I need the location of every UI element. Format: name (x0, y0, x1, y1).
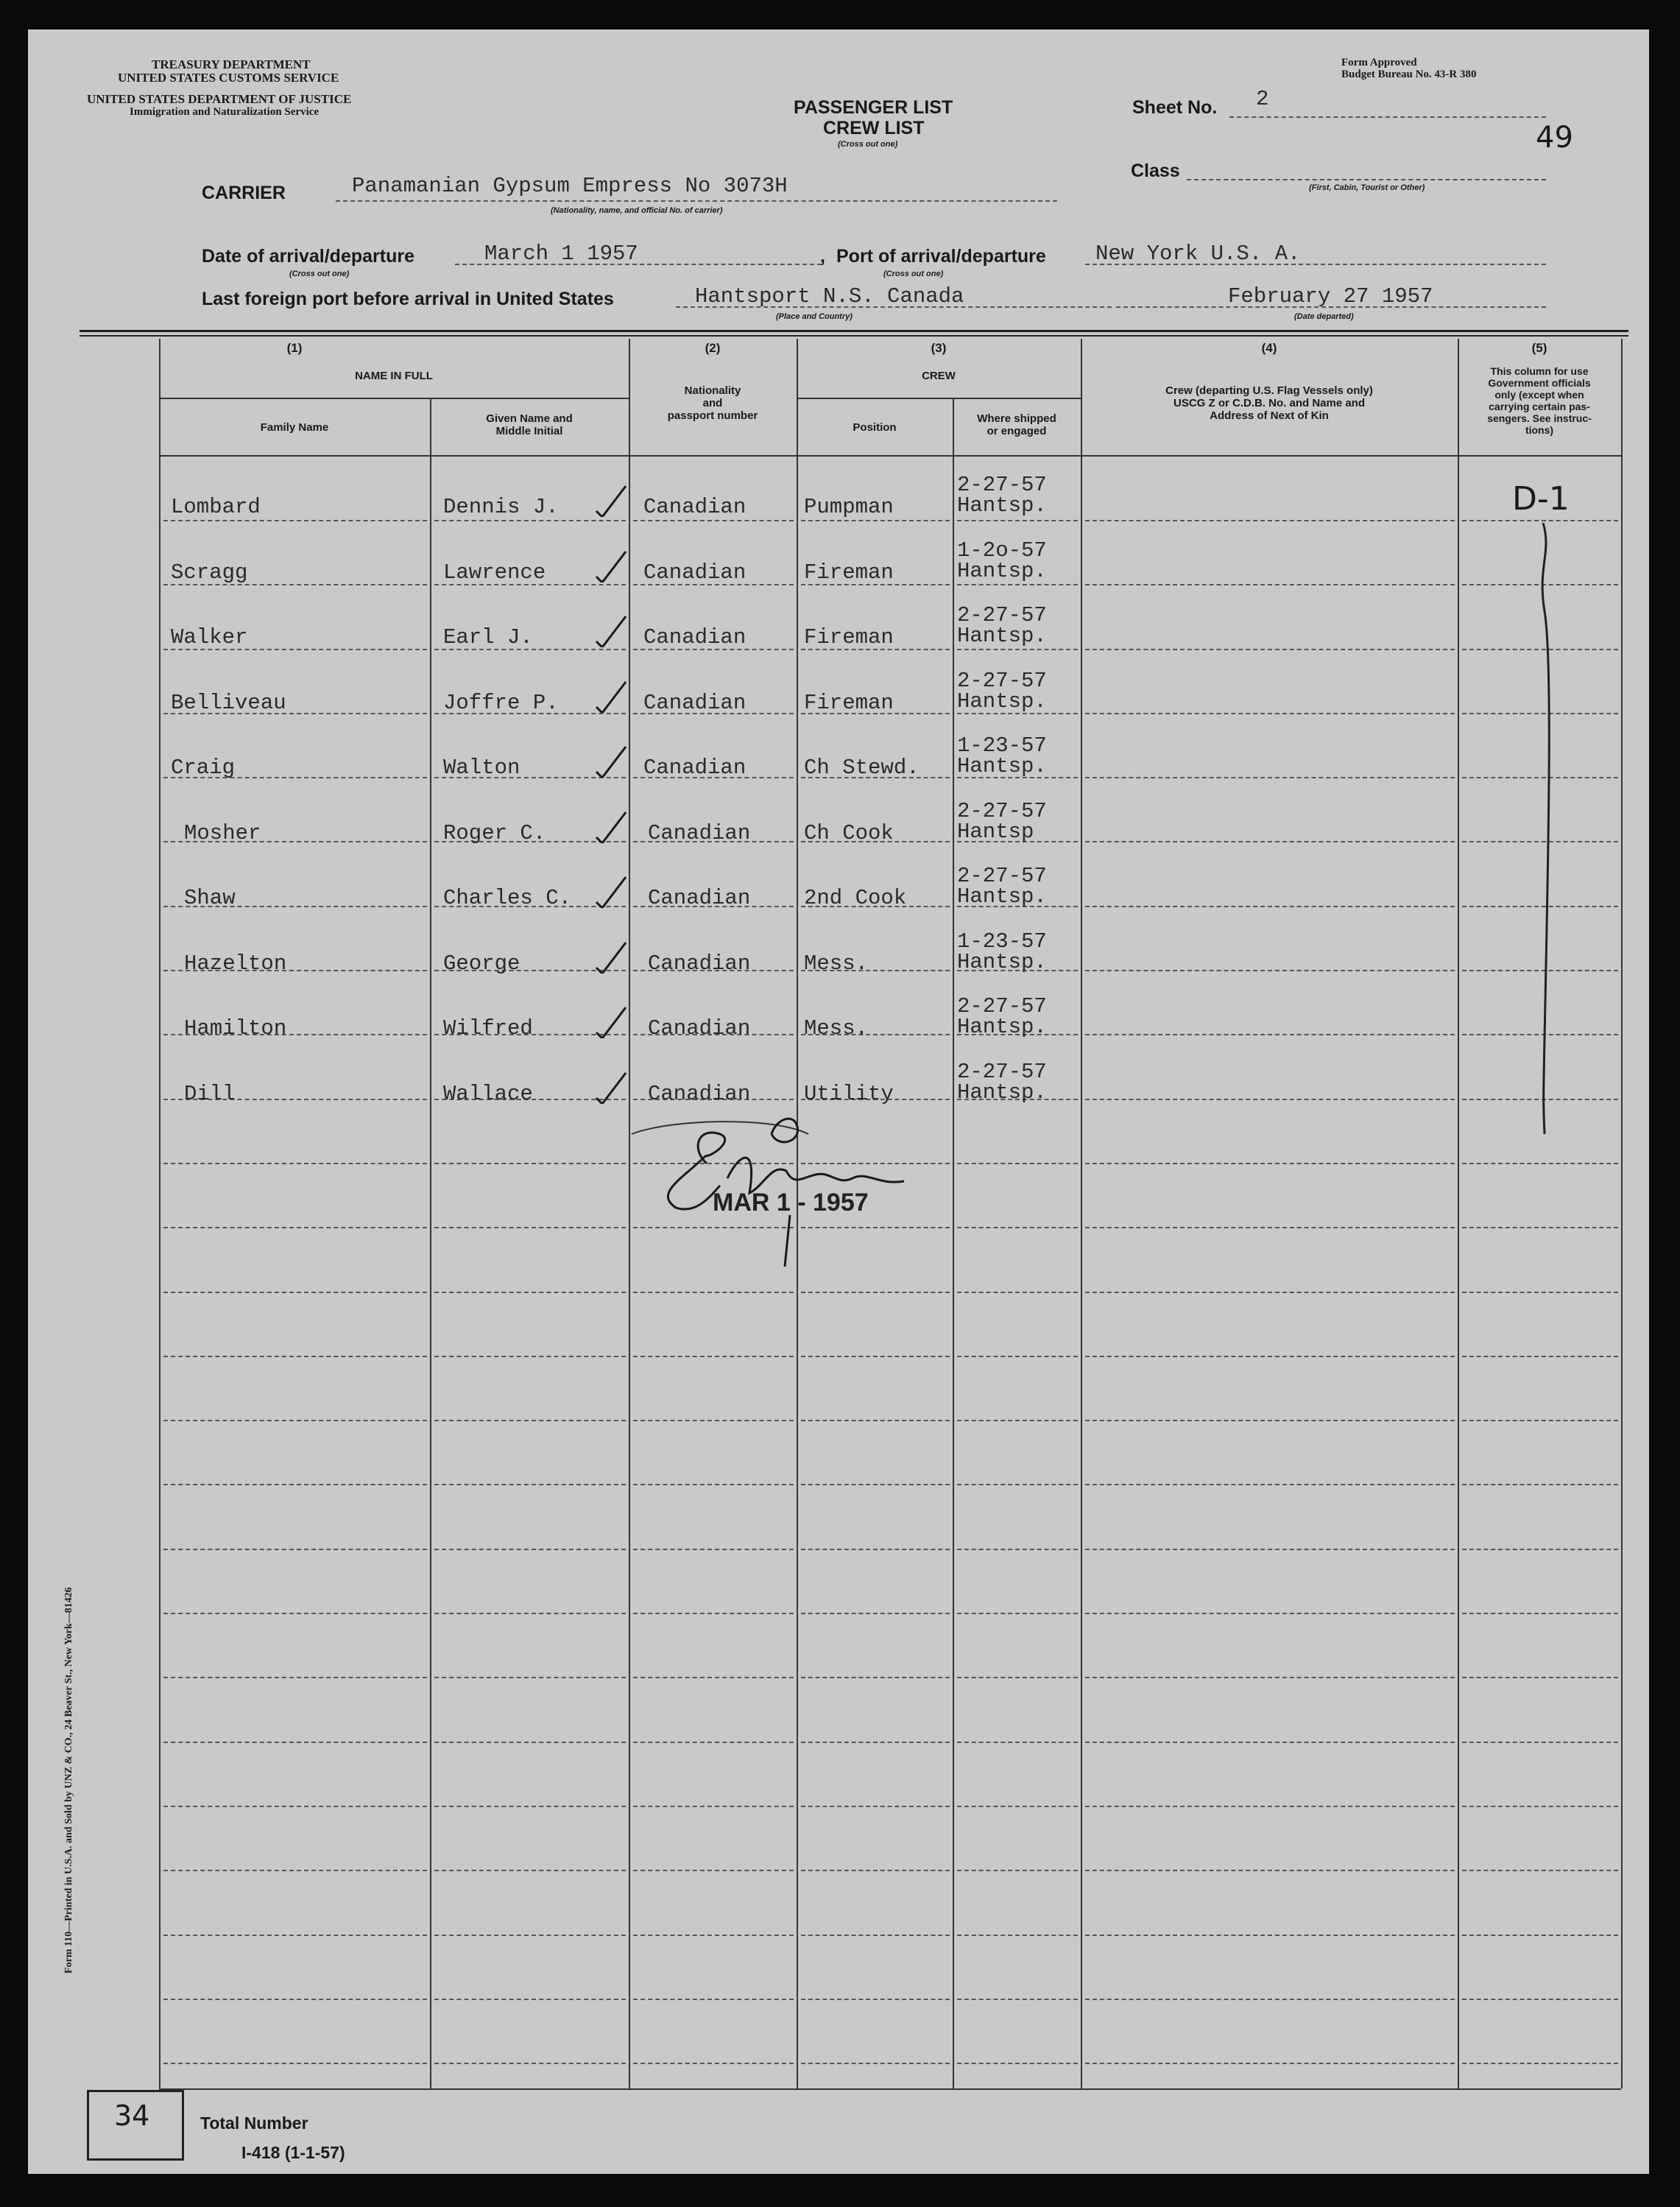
ruled-line (1085, 777, 1455, 778)
class-note: (First, Cabin, Tourist or Other) (1309, 183, 1425, 192)
total-label: Total Number (200, 2113, 308, 2133)
family-name-cell: Hamilton (184, 1016, 287, 1041)
ruled-line (1462, 1742, 1618, 1743)
shipped-place-cell: Hantsp. (957, 493, 1047, 518)
check-mark-icon (593, 940, 627, 974)
given-name-cell: George (443, 951, 520, 976)
position-cell: Fireman (804, 560, 894, 585)
nationality-header: Nationality and passport number (667, 384, 758, 422)
given-name-cell: Walton (443, 756, 520, 780)
shipped-date-cell: 1-23-57 (957, 929, 1047, 954)
shipped-date-cell: 1-2o-57 (957, 538, 1047, 563)
shipped-place-cell: Hantsp. (957, 1080, 1047, 1105)
nationality-cell: Canadian (643, 495, 747, 519)
justice-dept: UNITED STATES DEPARTMENT OF JUSTICE (87, 92, 352, 106)
ruled-line (1085, 2063, 1455, 2064)
ruled-line (1085, 1935, 1455, 1936)
shipped-place-cell: Hantsp. (957, 950, 1047, 974)
ruled-line (801, 1870, 950, 1871)
ruled-line (1085, 1677, 1455, 1678)
ruled-line (633, 1935, 794, 1936)
position-cell: Ch Stewd. (804, 756, 920, 780)
shipped-place-cell: Hantsp. (957, 689, 1047, 714)
ruled-line (957, 1163, 1078, 1164)
ruled-line (957, 1677, 1078, 1678)
ruled-line (1085, 1870, 1455, 1871)
shipped-place-cell: Hantsp (957, 820, 1034, 844)
check-mark-icon (593, 483, 627, 517)
ruled-line (1462, 1999, 1618, 2000)
ruled-line (633, 1870, 794, 1871)
ruled-line (957, 649, 1078, 650)
family-name-cell: Shaw (184, 886, 236, 910)
ruled-line (1462, 1227, 1618, 1228)
crew-us-header: Crew (departing U.S. Flag Vessels only) USCG Z or C.D.B. No. and Name and Address of Next of Kin (1165, 384, 1373, 422)
place-note: (Place and Country) (776, 312, 853, 321)
ruled-line (163, 2063, 427, 2064)
last-port-value: Hantsport N.S. Canada (695, 284, 964, 309)
shipped-date-cell: 2-27-57 (957, 799, 1047, 823)
ruled-line (1462, 2063, 1618, 2064)
ruled-line (957, 1999, 1078, 2000)
ruled-line (163, 1806, 427, 1807)
ruled-line (957, 1613, 1078, 1614)
ruled-line (1085, 1999, 1455, 2000)
ruled-line (434, 1484, 626, 1485)
ruled-line (801, 1292, 950, 1293)
ruled-line (633, 1549, 794, 1550)
ruled-line (957, 1549, 1078, 1550)
ruled-line (163, 1870, 427, 1871)
family-name-cell: Mosher (184, 821, 261, 845)
ruled-line (1462, 1806, 1618, 1807)
carrier-note: (Nationality, name, and official No. of carrier) (551, 206, 723, 215)
ruled-line (1462, 520, 1618, 521)
ruled-line (1085, 1034, 1455, 1035)
ruled-line (163, 1356, 427, 1357)
ruled-line (1085, 1356, 1455, 1357)
ins-line: Immigration and Naturalization Service (130, 106, 320, 118)
ruled-line (163, 1935, 427, 1936)
ruled-line (434, 1163, 626, 1164)
ruled-line (163, 1742, 427, 1743)
given-name-header: Given Name and Middle Initial (486, 412, 573, 437)
ruled-line (957, 1935, 1078, 1936)
ruled-line (1462, 1677, 1618, 1678)
total-value: 34 (114, 2099, 150, 2132)
ruled-line (1085, 1227, 1455, 1228)
page-number: 49 (1536, 121, 1573, 155)
ruled-line (434, 1677, 626, 1678)
ruled-line (1085, 1099, 1455, 1100)
ruled-line (1462, 1292, 1618, 1293)
ruled-line (163, 1999, 427, 2000)
shipped-place-cell: Hantsp. (957, 754, 1047, 778)
port-arrival-label: Port of arrival/departure (836, 246, 1046, 267)
check-mark-icon (593, 809, 627, 843)
nationality-cell: Canadian (648, 821, 751, 845)
ruled-line (633, 1806, 794, 1807)
port-arrival-value: New York U.S. A. (1095, 242, 1301, 266)
family-name-cell: Hazelton (184, 951, 287, 976)
ruled-line (1085, 1420, 1455, 1421)
ruled-line (957, 2063, 1078, 2064)
ruled-line (1085, 970, 1455, 971)
col1-number: (1) (286, 341, 303, 355)
ruled-line (434, 1806, 626, 1807)
ruled-line (434, 1999, 626, 2000)
cross-out-note: (Cross out one) (838, 140, 898, 149)
family-name-cell: Scragg (171, 560, 248, 585)
ruled-line (801, 1999, 950, 2000)
manifest-page (28, 29, 1649, 2174)
ruled-line (1085, 1742, 1455, 1743)
shipped-place-cell: Hantsp. (957, 1015, 1047, 1039)
ruled-line (434, 2063, 626, 2064)
shipped-date-cell: 2-27-57 (957, 864, 1047, 888)
nationality-cell: Canadian (643, 691, 747, 715)
given-name-cell: Lawrence (443, 560, 546, 585)
date-departed-note: (Date departed) (1294, 312, 1354, 321)
nationality-cell: Canadian (643, 625, 747, 650)
ruled-line (957, 1484, 1078, 1485)
position-cell: Fireman (804, 691, 894, 715)
ruled-line (957, 1420, 1078, 1421)
shipped-header: Where shipped or engaged (977, 412, 1056, 437)
ruled-line (957, 1227, 1078, 1228)
ruled-line (163, 520, 427, 521)
ruled-line (434, 1227, 626, 1228)
nationality-cell: Canadian (643, 560, 747, 585)
ruled-line (801, 1742, 950, 1743)
ruled-line (801, 1613, 950, 1614)
family-name-cell: Lombard (171, 495, 261, 519)
gov-mark: D-1 (1512, 480, 1570, 518)
date-arrival-label: Date of arrival/departure (202, 246, 414, 267)
gov-header: This column for use Government officials only (except when carrying certain pas- sengers. See instruc- tions) (1487, 365, 1592, 436)
check-mark-icon (593, 679, 627, 713)
ruled-line (633, 1677, 794, 1678)
ruled-line (434, 1420, 626, 1421)
position-cell: Utility (804, 1082, 894, 1106)
col3-number: (3) (931, 341, 947, 355)
form-number: I-418 (1-1-57) (241, 2143, 345, 2162)
carrier-label: CARRIER (202, 183, 286, 203)
shipped-place-cell: Hantsp. (957, 559, 1047, 583)
shipped-place-cell: Hantsp. (957, 884, 1047, 909)
given-name-cell: Wallace (443, 1082, 533, 1106)
date-arrival-value: March 1 1957 (484, 242, 638, 266)
treasury-dept: TREASURY DEPARTMENT (152, 57, 311, 71)
class-label: Class (1131, 161, 1180, 181)
ruled-line (633, 1999, 794, 2000)
family-name-cell: Walker (171, 625, 248, 650)
ruled-line (1085, 1806, 1455, 1807)
form-approved: Form Approved (1341, 57, 1417, 68)
ruled-line (434, 1356, 626, 1357)
ruled-line (434, 1870, 626, 1871)
shipped-date-cell: 2-27-57 (957, 669, 1047, 693)
family-name-cell: Craig (171, 756, 236, 780)
family-name-cell: Dill (184, 1082, 236, 1106)
budget-bureau: Budget Bureau No. 43-R 380 (1341, 68, 1477, 80)
ruled-line (163, 1677, 427, 1678)
ruled-line (633, 2063, 794, 2064)
col5-number: (5) (1531, 341, 1547, 355)
ruled-line (633, 1292, 794, 1293)
port-cross-note: (Cross out one) (883, 270, 944, 278)
ruled-line (1085, 1613, 1455, 1614)
nationality-cell: Canadian (648, 886, 751, 910)
carrier-value: Panamanian Gypsum Empress No 3073H (352, 174, 788, 198)
ruled-line (957, 1356, 1078, 1357)
position-cell: Mess. (804, 951, 869, 976)
ruled-line (163, 1420, 427, 1421)
ruled-line (633, 1742, 794, 1743)
col4-number: (4) (1261, 341, 1277, 355)
col1-title: NAME IN FULL (355, 370, 433, 382)
customs-service: UNITED STATES CUSTOMS SERVICE (118, 71, 339, 85)
position-cell: Ch Cook (804, 821, 894, 845)
ruled-line (801, 2063, 950, 2064)
ruled-line (1462, 1163, 1618, 1164)
ruled-line (801, 1549, 950, 1550)
title-passenger-list: PASSENGER LIST (794, 97, 953, 118)
ruled-line (1085, 713, 1455, 714)
date-comma: , (820, 246, 825, 267)
ruled-line (1085, 1484, 1455, 1485)
family-name-header: Family Name (260, 421, 329, 434)
position-header: Position (853, 421, 897, 434)
ruled-line (1462, 1935, 1618, 1936)
shipped-place-cell: Hantsp. (957, 624, 1047, 648)
shipped-date-cell: 2-27-57 (957, 1060, 1047, 1084)
position-cell: 2nd Cook (804, 886, 907, 910)
ruled-line (633, 1356, 794, 1357)
total-box (87, 2090, 184, 2161)
ruled-line (1462, 1549, 1618, 1550)
ruled-line (1462, 1356, 1618, 1357)
ruled-line (1085, 584, 1455, 585)
ruled-line (434, 1935, 626, 1936)
ruled-line (957, 1870, 1078, 1871)
given-name-cell: Earl J. (443, 625, 533, 650)
nationality-cell: Canadian (648, 1016, 751, 1041)
shipped-date-cell: 1-23-57 (957, 733, 1047, 758)
given-name-cell: Charles C. (443, 886, 572, 910)
ruled-line (1462, 1484, 1618, 1485)
col2-number: (2) (705, 341, 721, 355)
shipped-date-cell: 2-27-57 (957, 603, 1047, 627)
sheet-label: Sheet No. (1132, 97, 1218, 118)
ruled-line (633, 1420, 794, 1421)
ruled-line (633, 520, 794, 521)
nationality-cell: Canadian (648, 1082, 751, 1106)
ruled-line (1085, 520, 1455, 521)
ruled-line (1462, 1613, 1618, 1614)
ruled-line (801, 1935, 950, 1936)
ruled-line (1085, 1163, 1455, 1164)
title-crew-list: CREW LIST (823, 118, 925, 138)
position-cell: Mess. (804, 1016, 869, 1041)
ruled-line (434, 1613, 626, 1614)
family-name-cell: Belliveau (171, 691, 286, 715)
check-mark-icon (593, 1004, 627, 1038)
ruled-line (163, 1484, 427, 1485)
ruled-line (1462, 1420, 1618, 1421)
ruled-line (1462, 1870, 1618, 1871)
check-mark-icon (593, 613, 627, 647)
ruled-line (163, 1292, 427, 1293)
ruled-line (434, 520, 626, 521)
ruled-line (801, 1420, 950, 1421)
ruled-line (957, 1742, 1078, 1743)
ruled-line (801, 1806, 950, 1807)
ruled-line (957, 520, 1078, 521)
ruled-line (434, 1292, 626, 1293)
date-cross-note: (Cross out one) (289, 270, 350, 278)
ruled-line (957, 584, 1078, 585)
sheet-number: 2 (1256, 87, 1269, 111)
date-stamp: MAR 1 - 1957 (713, 1189, 869, 1217)
ruled-line (1085, 1549, 1455, 1550)
ruled-line (801, 1677, 950, 1678)
shipped-date-cell: 2-27-57 (957, 473, 1047, 497)
bracket-line (1530, 523, 1559, 1134)
crew-header: CREW (922, 370, 956, 382)
ruled-line (801, 1484, 950, 1485)
ruled-line (1085, 1292, 1455, 1293)
ruled-line (1085, 906, 1455, 907)
ruled-line (1085, 649, 1455, 650)
check-mark-icon (593, 1070, 627, 1104)
ruled-line (163, 1613, 427, 1614)
ruled-line (434, 1549, 626, 1550)
last-port-label: Last foreign port before arrival in United States (202, 289, 614, 309)
inspector-signature (624, 1105, 933, 1267)
date-departed-value: February 27 1957 (1228, 284, 1433, 309)
nationality-cell: Canadian (643, 756, 747, 780)
ruled-line (163, 1163, 427, 1164)
ruled-line (163, 1549, 427, 1550)
nationality-cell: Canadian (648, 951, 751, 976)
check-mark-icon (593, 744, 627, 778)
position-cell: Fireman (804, 625, 894, 650)
ruled-line (957, 1292, 1078, 1293)
ruled-line (434, 1742, 626, 1743)
given-name-cell: Roger C. (443, 821, 546, 845)
printer-line: Form 110—Printed in U.S.A. and Sold by UNZ & CO., 24 Beaver St., New York—81426 (63, 1587, 74, 1974)
given-name-cell: Joffre P. (443, 691, 559, 715)
ruled-line (163, 1227, 427, 1228)
shipped-date-cell: 2-27-57 (957, 994, 1047, 1018)
check-mark-icon (593, 874, 627, 908)
given-name-cell: Dennis J. (443, 495, 559, 519)
ruled-line (801, 520, 950, 521)
given-name-cell: Wilfred (443, 1016, 533, 1041)
ruled-line (633, 1484, 794, 1485)
ruled-line (1085, 841, 1455, 842)
ruled-line (633, 1613, 794, 1614)
ruled-line (801, 1356, 950, 1357)
position-cell: Pumpman (804, 495, 894, 519)
check-mark-icon (593, 549, 627, 582)
ruled-line (957, 1806, 1078, 1807)
